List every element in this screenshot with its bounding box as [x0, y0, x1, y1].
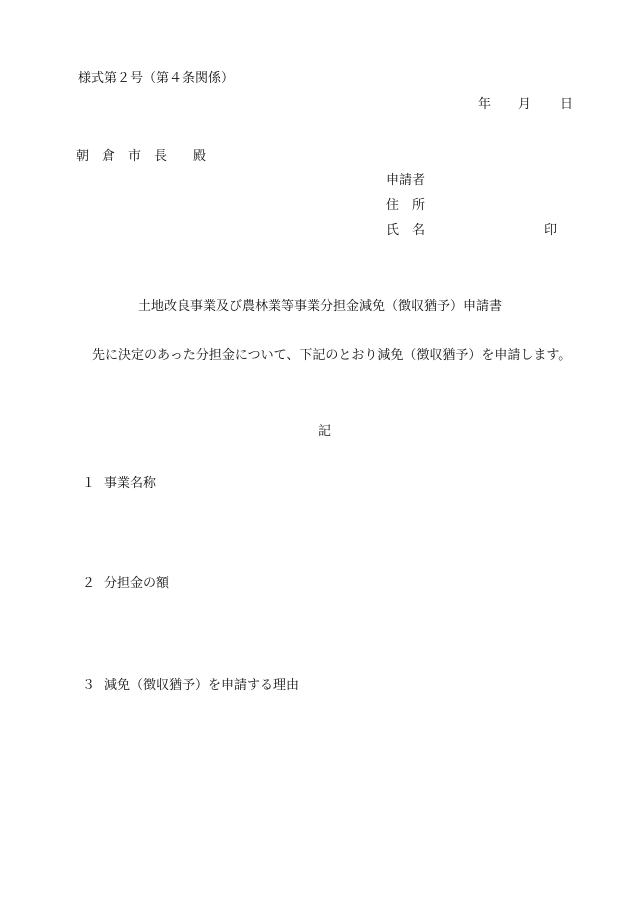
name-label: 氏 名: [386, 223, 426, 238]
date-month-label: 月: [518, 97, 532, 112]
ki-heading: 記: [318, 424, 332, 439]
item-number: ３: [82, 678, 96, 693]
date-day-label: 日: [560, 97, 574, 112]
seal-mark: 印: [544, 223, 558, 238]
date-year-label: 年: [478, 97, 492, 112]
item-business-name: [82, 477, 156, 490]
item-number: １: [82, 476, 96, 491]
applicant-heading: 申請者: [386, 173, 426, 188]
address-label: 住 所: [386, 198, 426, 213]
item-number: ２: [82, 576, 96, 591]
form-number: 様式第２号（第４条関係）: [78, 71, 235, 86]
date-line: [478, 98, 573, 111]
item-contribution-amount: [82, 577, 169, 590]
addressee: 朝 倉 市 長 殿: [76, 149, 207, 164]
body-text: 先に決定のあった分担金について、下記のとおり減免（徴収猶予）を申請します。: [92, 348, 572, 363]
item-label: 分担金の額: [104, 576, 170, 591]
item-application-reason: [82, 679, 299, 692]
item-label: 減免（徴収猶予）を申請する理由: [104, 678, 300, 693]
document-title: 土地改良事業及び農林業等事業分担金減免（徴収猶予）申請書: [138, 299, 503, 314]
item-label: 事業名称: [104, 476, 157, 491]
